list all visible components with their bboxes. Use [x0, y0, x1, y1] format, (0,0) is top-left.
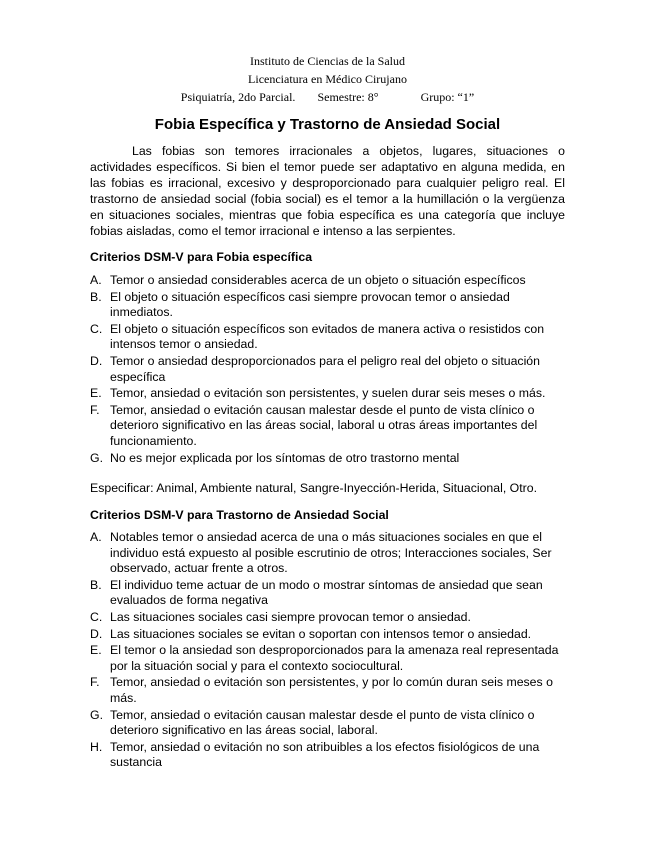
section2-list — [90, 530, 570, 771]
list-item — [90, 740, 570, 771]
intro-paragraph — [90, 143, 565, 239]
list-item — [90, 675, 570, 706]
list-item — [90, 290, 570, 321]
course-group: Grupo: “1” — [420, 90, 475, 104]
item-letter: H. — [90, 739, 103, 754]
institution-name: Instituto de Ciencias de la Salud — [250, 54, 405, 68]
list-item — [90, 273, 570, 289]
list-item — [90, 530, 570, 577]
item-text: El objeto o situación específicos casi siempre provocan temor o ansiedad inmediatos. — [110, 289, 510, 320]
item-text: Las situaciones sociales casi siempre provocan temor o ansiedad. — [110, 609, 471, 624]
item-text: Notables temor o ansiedad acerca de una o más situaciones sociales en que el individuo está expuesto al posible escrutinio de otros; Interacciones sociales, Ser observado, actuar frente a otros. — [110, 530, 552, 576]
list-item — [90, 643, 570, 674]
item-text: El objeto o situación específicos son evitados de manera activa o resistidos con intensos temor o ansiedad. — [110, 321, 545, 352]
item-text: El temor o la ansiedad son desproporcionados para la amenaza real representada por la situación social y para el contexto sociocultural. — [110, 643, 559, 673]
program-name: Licenciatura en Médico Cirujano — [248, 72, 407, 86]
item-text: Temor, ansiedad o evitación no son atribuibles a los efectos fisiológicos de una sustancia — [110, 739, 540, 770]
item-text: El individuo teme actuar de un modo o mostrar síntomas de ansiedad que sean evaluados de forma negativa — [110, 577, 543, 608]
course-subject: Psiquiatría, 2do Parcial. — [180, 90, 296, 104]
item-text: Temor, ansiedad o evitación son persistentes, y por lo común duran seis meses o más. — [110, 675, 553, 705]
item-text: No es mejor explicada por los síntomas de otro trastorno mental — [110, 450, 460, 465]
specify-line: Especificar: Animal, Ambiente natural, Sangre-Inyección-Herida, Situacional, Otro. — [90, 481, 538, 495]
list-item — [90, 578, 570, 609]
list-item — [90, 451, 570, 467]
item-letter: G. — [90, 707, 103, 722]
section2-heading: Criterios DSM-V para Trastorno de Ansiedad Social — [90, 508, 389, 522]
list-item — [90, 354, 570, 385]
page-title: Fobia Específica y Trastorno de Ansiedad Social — [154, 116, 501, 133]
item-text: Temor, ansiedad o evitación causan malestar desde el punto de vista clínico o deterioro significativo en las áreas social, laboral u otras áreas importantes del funcionamiento. — [110, 402, 538, 448]
item-letter: F. — [90, 675, 100, 690]
item-letter: B. — [90, 577, 102, 592]
item-letter: E. — [90, 386, 102, 401]
item-letter: F. — [90, 402, 100, 417]
section1-heading: Criterios DSM-V para Fobia específica — [90, 250, 313, 264]
list-item — [90, 708, 570, 739]
list-item — [90, 386, 570, 402]
item-letter: A. — [90, 530, 102, 544]
document-header — [0, 52, 655, 106]
item-letter: A. — [90, 273, 102, 287]
item-letter: G. — [90, 450, 103, 465]
item-text: Temor o ansiedad desproporcionados para el peligro real del objeto o situación específica — [110, 353, 540, 384]
item-letter: C. — [90, 321, 103, 336]
list-item — [90, 322, 570, 353]
item-letter: D. — [90, 353, 103, 368]
item-text: Temor, ansiedad o evitación causan malestar desde el punto de vista clínico o deterioro significativo en las áreas social, laboral. — [110, 707, 535, 738]
item-text: Temor, ansiedad o evitación son persistentes, y suelen durar seis meses o más. — [110, 386, 546, 401]
item-letter: E. — [90, 643, 102, 658]
section1-list — [90, 273, 570, 466]
course-info — [0, 88, 655, 106]
item-letter: C. — [90, 609, 103, 624]
item-letter: B. — [90, 289, 102, 304]
course-semester: Semestre: 8° — [317, 90, 379, 104]
list-item — [90, 610, 570, 626]
item-text: Temor o ansiedad considerables acerca de un objeto o situación específicos — [110, 273, 526, 287]
list-item — [90, 627, 570, 643]
intro-text: Las fobias son temores irracionales a objetos, lugares, situaciones o actividades específicos. Si bien el temor puede ser adaptativo en alguna medida, en las fobias es irracional, excesivo y desproporcionado para cualquier peligro real. El trastorno de ansiedad social (fobia social) es el temor a la humillación o la vergüenza en situaciones sociales, mientras que fobia específica es una categoría que incluye fobias aisladas, como el temor irracional e intenso a las serpientes. — [90, 144, 565, 238]
list-item — [90, 403, 570, 450]
item-letter: D. — [90, 626, 103, 641]
item-text: Las situaciones sociales se evitan o soportan con intensos temor o ansiedad. — [110, 626, 532, 641]
